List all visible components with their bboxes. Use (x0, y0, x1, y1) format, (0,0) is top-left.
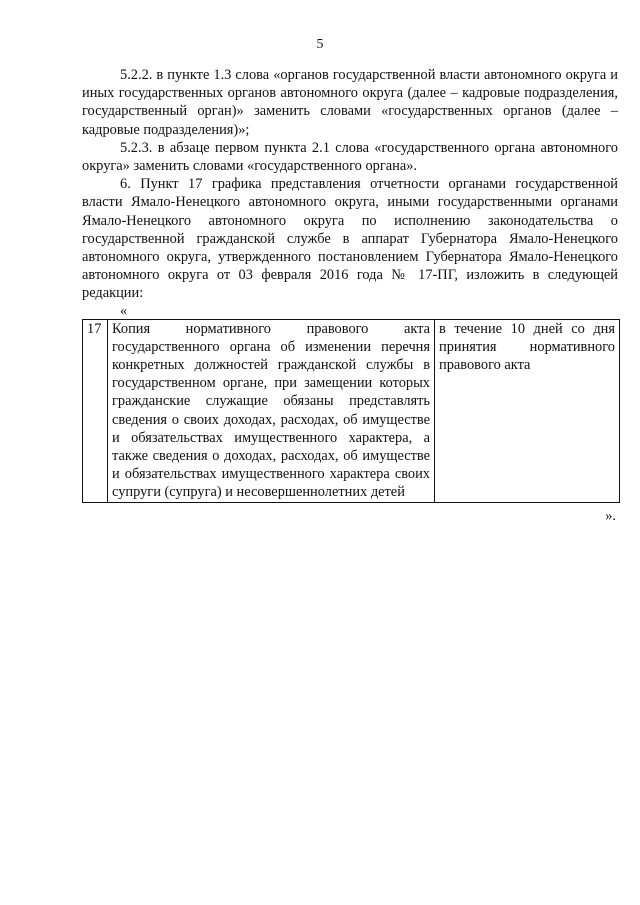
amendment-table (82, 319, 620, 503)
paragraph-5-2-2: 5.2.2. в пункте 1.3 слова «органов государственной власти автономного округа и иных государственных органов автономного округа (далее – кадровые подразделения, государственный орган)» заменить словами «государственных органов (далее – кадровые подразделения)»; (82, 67, 618, 138)
paragraph-5-2-3: 5.2.3. в абзаце первом пункта 2.1 слова «государственного органа автономного округа» заменить словами «государственного органа». (82, 139, 618, 175)
row-description-cell: Копия нормативного правового акта государственного органа об изменении перечня конкретных должностей гражданской службы в государственном органе, при замещении которых гражданские служащие обязаны представлять сведения о своих доходах, расходах, об имуществе и обязательствах имущественного характера, а также сведения о доходах, расходах, об имуществе и обязательствах имущественного характера своих супруги (супруга) и несовершеннолетних детей (108, 319, 435, 502)
page-number: 5 (316, 37, 324, 52)
table-row (83, 319, 620, 502)
opening-quote: « (120, 302, 128, 319)
closing-quote: ». (605, 507, 616, 524)
row-number-cell: 17 (83, 319, 108, 502)
paragraph-6: 6. Пункт 17 графика представления отчетности органами государственной власти Ямало-Ненецкого автономного округа, иными государственными органами Ямало-Ненецкого автономного округа по исполнению законодательства о государственной гражданской службе в аппарат Губернатора Ямало-Ненецкого автономного округа, утвержденного постановлением Губернатора Ямало-Ненецкого автономного округа от 03 февраля 2016 года № 17-ПГ, изложить в следующей редакции: (82, 176, 618, 302)
document-body (82, 66, 618, 525)
row-deadline-cell: в течение 10 дней со дня принятия нормативного правового акта (435, 319, 620, 502)
